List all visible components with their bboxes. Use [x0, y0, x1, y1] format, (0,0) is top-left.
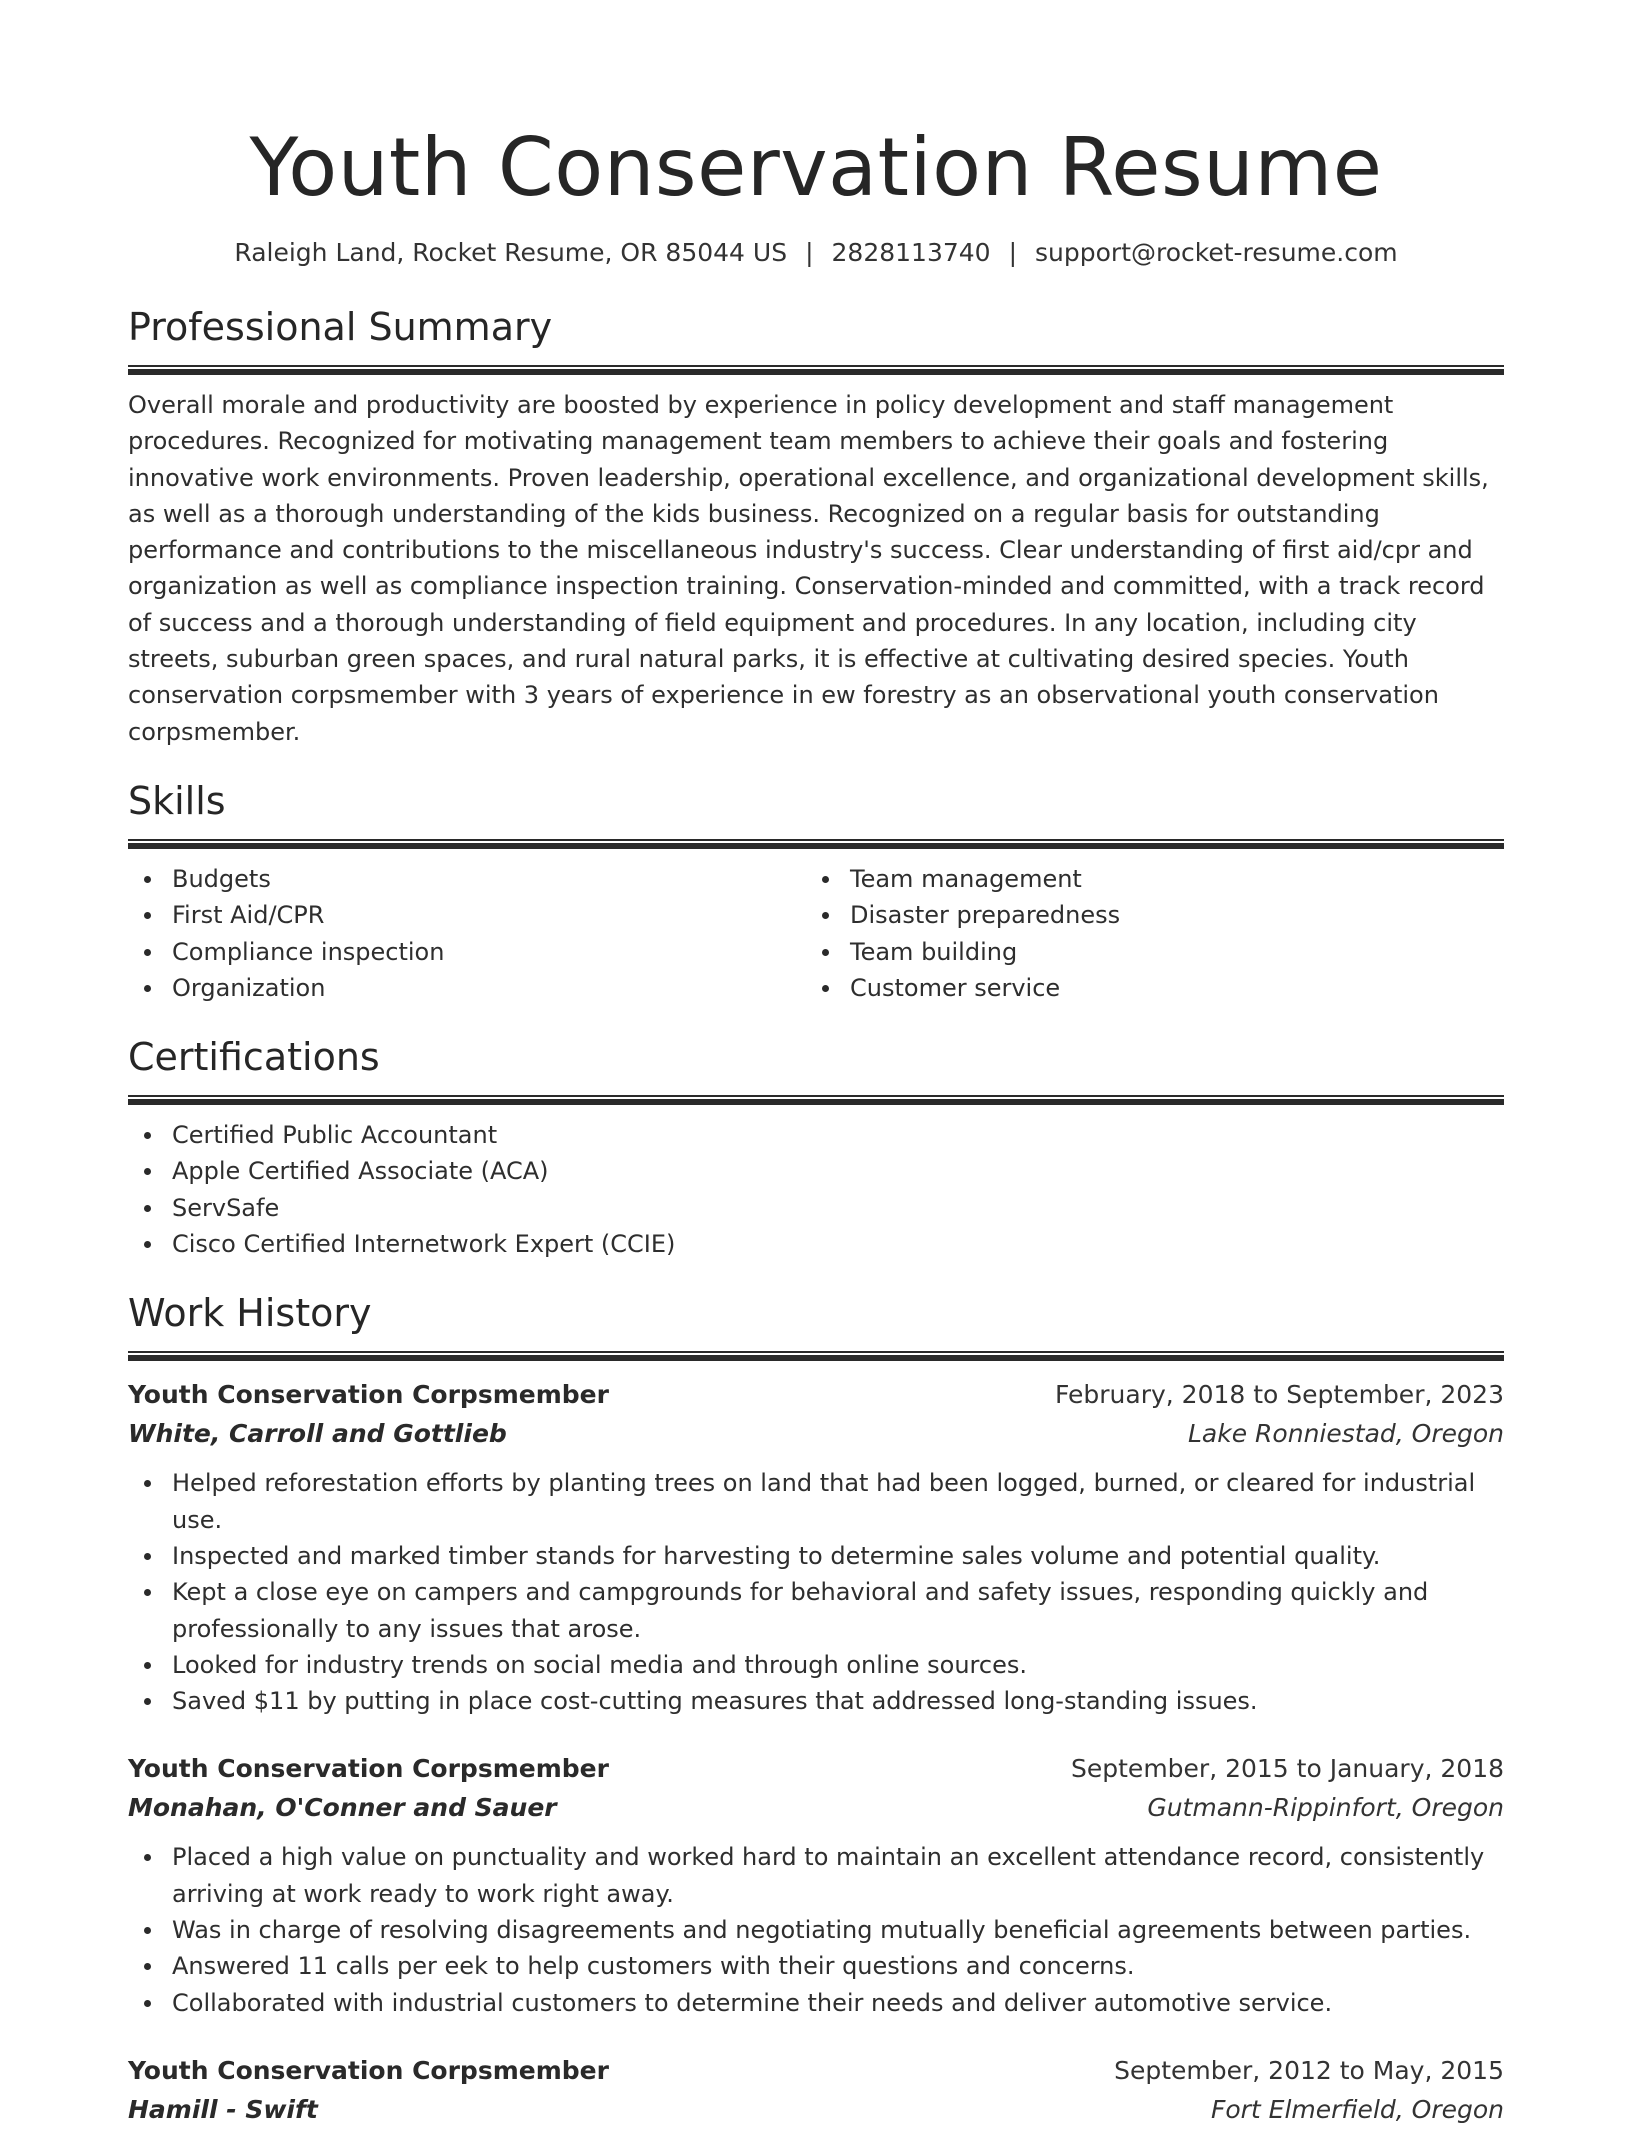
job-location: Gutmann-Rippinfort, Oregon — [1147, 1793, 1504, 1823]
certification-item: Apple Certified Associate (ACA) — [128, 1153, 1504, 1189]
job-entry — [128, 1375, 1504, 1719]
skill-item: Team management — [806, 861, 1484, 897]
job-bullet: Answered 11 calls per eek to help customers with their questions and concerns. — [128, 1948, 1504, 1984]
skill-item: First Aid/CPR — [128, 897, 806, 933]
summary-text: Overall morale and productivity are boosted by experience in policy development and staff management procedures. Recognized for motivating management team members to achieve their goals and fostering innovative work environments. Proven leadership, operational excellence, and organizational development skills, as well as a thorough understanding of the kids business. Recognized on a regular basis for outstanding performance and contributions to the miscellaneous industry's success. Clear understanding of first aid/cpr and organization as well as compliance inspection training. Conservation-minded and committed, with a track record of success and a thorough understanding of field equipment and procedures. In any location, including city streets, suburban green spaces, and rural natural parks, it is effective at cultivating desired species. Youth conservation corpsmember with 3 years of experience in ew forestry as an observational youth conservation corpsmember. — [128, 391, 1489, 746]
contact-address: Raleigh Land, Rocket Resume, OR 85044 US — [234, 238, 788, 267]
job-location: Lake Ronniestad, Oregon — [1188, 1419, 1504, 1449]
skills-heading: Skills — [128, 778, 226, 823]
skill-item: Budgets — [128, 861, 806, 897]
job-company-row — [128, 1788, 1504, 1827]
job-bullet: Was in charge of resolving disagreements and negotiating mutually beneficial agreements between parties. — [128, 1912, 1504, 1948]
job-company: Monahan, O'Conner and Sauer — [128, 1793, 557, 1823]
job-header-row — [128, 1375, 1504, 1414]
skill-item: Disaster preparedness — [806, 897, 1484, 933]
job-bullet: Helped reforestation efforts by planting trees on land that had been logged, burned, or cleared for industrial use. — [128, 1465, 1504, 1538]
job-company-row — [128, 1414, 1504, 1453]
section-divider — [128, 365, 1504, 375]
job-company: Hamill - Swift — [128, 2094, 318, 2124]
job-title: Youth Conservation Corpsmember — [128, 2055, 609, 2085]
job-bullet: Inspected and marked timber stands for harvesting to determine sales volume and potential quality. — [128, 1538, 1504, 1574]
job-dates: September, 2015 to January, 2018 — [1071, 1754, 1504, 1784]
section-divider — [128, 1095, 1504, 1105]
job-dates: September, 2012 to May, 2015 — [1114, 2055, 1504, 2085]
certification-item: ServSafe — [128, 1190, 1504, 1226]
work-history-section — [128, 1288, 1504, 2129]
skills-column-left — [128, 861, 806, 1006]
contact-separator: | — [805, 238, 814, 267]
job-bullet: Collaborated with industrial customers to determine their needs and deliver automotive service. — [128, 1985, 1504, 2021]
job-company: White, Carroll and Gottlieb — [128, 1419, 507, 1449]
resume-title: Youth Conservation Resume — [249, 121, 1383, 214]
certifications-section — [128, 1032, 1504, 1262]
summary-section — [128, 302, 1504, 750]
skills-section — [128, 776, 1504, 1006]
work-history-heading: Work History — [128, 1291, 372, 1336]
skill-item: Customer service — [806, 970, 1484, 1006]
job-bullet: Kept a close eye on campers and campgrounds for behavioral and safety issues, responding quickly and professionally to any issues that arose. — [128, 1574, 1504, 1647]
section-divider — [128, 839, 1504, 849]
skill-item: Team building — [806, 934, 1484, 970]
skills-column-right — [806, 861, 1484, 1006]
job-header-row — [128, 1749, 1504, 1788]
contact-line — [128, 236, 1504, 270]
section-divider — [128, 1351, 1504, 1361]
job-company-row — [128, 2090, 1504, 2129]
summary-heading: Professional Summary — [128, 305, 553, 349]
certifications-heading: Certifications — [128, 1035, 380, 1080]
skill-item: Organization — [128, 970, 806, 1006]
certification-item: Cisco Certified Internetwork Expert (CCIE) — [128, 1226, 1504, 1262]
certification-item: Certified Public Accountant — [128, 1117, 1504, 1153]
skills-grid — [128, 861, 1504, 1006]
contact-email: support@rocket-resume.com — [1035, 238, 1398, 267]
contact-separator: | — [1008, 238, 1018, 267]
job-bullet: Looked for industry trends on social media and through online sources. — [128, 1647, 1504, 1683]
skill-item: Compliance inspection — [128, 934, 806, 970]
job-bullet: Saved $11 by putting in place cost-cutting measures that addressed long-standing issues. — [128, 1683, 1504, 1719]
job-location: Fort Elmerfield, Oregon — [1210, 2094, 1504, 2124]
job-title: Youth Conservation Corpsmember — [128, 1754, 609, 1784]
job-header-row — [128, 2051, 1504, 2090]
job-title: Youth Conservation Corpsmember — [128, 1380, 609, 1410]
resume-page — [128, 0, 1504, 2129]
job-entry — [128, 2051, 1504, 2129]
contact-phone: 2828113740 — [831, 238, 991, 267]
job-dates: February, 2018 to September, 2023 — [1055, 1380, 1504, 1410]
job-bullet: Placed a high value on punctuality and worked hard to maintain an excellent attendance record, consistently arriving at work ready to work right away. — [128, 1839, 1504, 1912]
job-entry — [128, 1749, 1504, 2020]
